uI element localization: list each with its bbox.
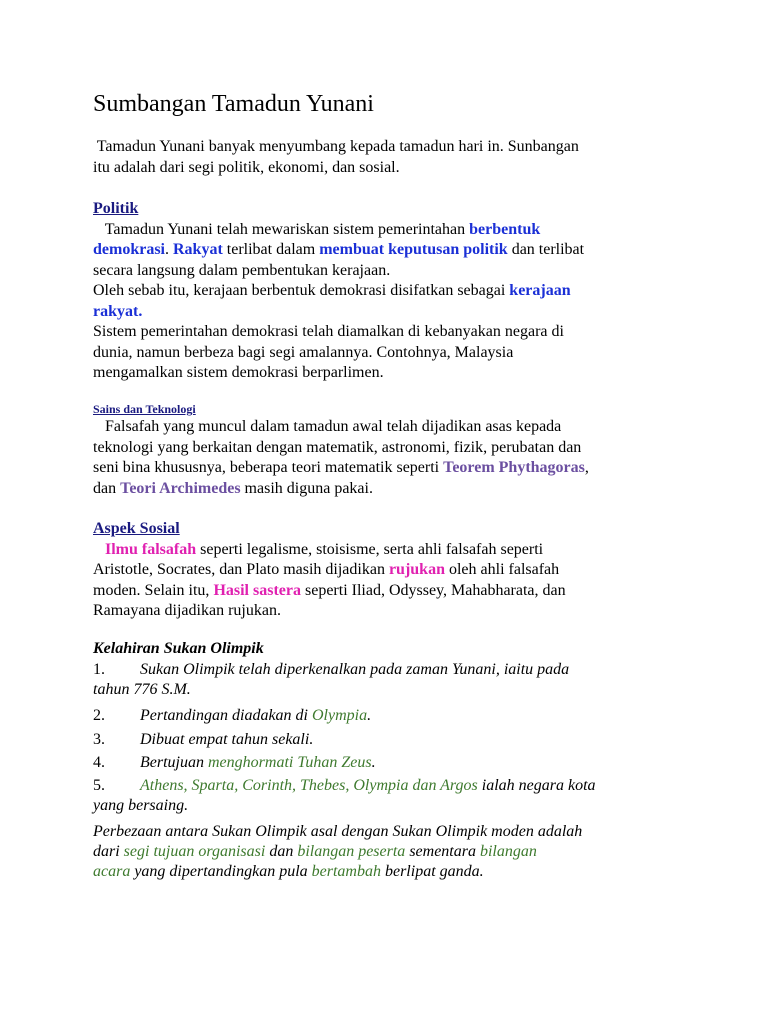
emphasis-text: membuat keputusan politik [319,241,508,258]
item-text: yang bersaing. [93,797,189,814]
closing-paragraph [93,822,693,882]
emphasis-text: bertambah [311,863,381,880]
emphasis-text: menghormati Tuhan Zeus [208,754,372,771]
sains-section [93,401,693,499]
politik-line: dunia, namun berbeza bagi segi amalannya. Contohnya, Malaysia [93,343,514,361]
text-run: sementara [405,843,480,860]
sosial-heading: Aspek Sosial [93,520,180,537]
politik-section [93,199,693,384]
closing-line [93,862,693,882]
item-text: Bertujuan [140,754,208,771]
item-text: . [367,707,372,724]
text-run: seperti Iliad, Odyssey, Mahabharata, dan [300,581,566,599]
text-run: seni bina khususnya, beberapa teori matematik seperti [93,459,444,476]
sosial-line [93,581,693,602]
politik-line [93,240,693,261]
text-run: . [165,241,173,258]
emphasis-text: segi tujuan organisasi [123,843,266,860]
emphasis-text: rujukan [388,561,445,578]
page-title: Sumbangan Tamadun Yunani [93,91,374,117]
text-run: terlibat dalam [222,241,320,258]
text-run: Aristotle, Socrates, dan Plato masih dijadikan [93,561,389,578]
sains-line: teknologi yang berkaitan dengan matematik, astronomi, fizik, perubatan dan [93,438,582,456]
intro-paragraph [93,137,693,178]
item-number: 2. [93,707,105,724]
text-run: masih diguna pakai. [240,479,373,497]
emphasis-text: Teori Archimedes [120,479,241,497]
politik-line: mengamalkan sistem demokrasi berparlimen. [93,364,384,381]
item-text: Dibuat empat tahun sekali. [140,731,314,748]
text-run: dan [265,843,298,860]
emphasis-text: kerajaan [509,282,571,299]
item-number: 4. [93,754,105,771]
emphasis-text: acara [93,863,131,880]
politik-line: secara langsung dalam pembentukan kerajaan. [93,261,391,279]
politik-heading: Politik [93,200,139,217]
item-number: 1. [93,661,105,678]
emphasis-text: rakyat. [93,302,143,320]
item-text: ialah negara kota [477,777,596,794]
list-item [93,660,653,700]
intro-line: itu adalah dari segi politik, ekonomi, dan sosial. [93,158,400,176]
text-run: moden. Selain itu, [93,581,214,599]
emphasis-text: Athens, Sparta, Corinth, Thebes, Olympia dan Argos [140,777,478,794]
politik-line [93,281,693,302]
text-run: dan terlibat [507,241,585,258]
text-run: , [584,459,589,476]
intro-line: Tamadun Yunani banyak menyumbang kepada tamadun hari in. Sunbangan [93,138,579,155]
list-item [93,730,653,750]
emphasis-text: Teorem Phythagoras [443,459,585,476]
text-run: yang dipertandingkan pula [130,863,312,880]
text-run: Oleh sebab itu, kerajaan berbentuk demokrasi disifatkan sebagai [93,282,510,299]
item-number: 5. [93,777,105,794]
list-item [93,753,653,773]
sosial-line: Ramayana dijadikan rujukan. [93,602,281,619]
list-item [93,776,653,816]
item-text: Pertandingan diadakan di [140,707,312,724]
text-run [93,541,105,558]
item-text: tahun 776 S.M. [93,681,191,698]
text-run: berlipat ganda. [380,863,484,880]
politik-line [93,220,693,241]
sains-line [93,458,693,479]
closing-line: Perbezaan antara Sukan Olimpik asal dengan Sukan Olimpik moden adalah [93,823,583,840]
sains-heading: Sains dan Teknologi [93,402,196,416]
text-run: dan [93,479,121,497]
sosial-section [93,519,693,622]
politik-line: Sistem pemerintahan demokrasi telah diamalkan di kebanyakan negara di [93,323,564,340]
emphasis-text: Ilmu falsafah [105,540,197,558]
olimpik-heading: Kelahiran Sukan Olimpik [93,640,264,657]
item-number: 3. [93,731,105,748]
sains-line [93,479,693,500]
politik-line [93,302,693,323]
emphasis-text: Olympia [311,707,368,724]
emphasis-text: berbentuk [469,220,541,238]
sosial-line [93,560,693,581]
item-text: Sukan Olimpik telah diperkenalkan pada zaman Yunani, iaitu pada [140,661,570,678]
closing-line [93,842,693,862]
sosial-line [93,540,693,561]
text-run: oleh ahli falsafah [444,561,560,578]
emphasis-text: Rakyat [173,241,223,258]
list-item [93,706,653,726]
emphasis-text: demokrasi [93,241,165,258]
emphasis-text: bilangan peserta [297,843,406,860]
text-run: Tamadun Yunani telah mewariskan sistem pemerintahan [93,220,470,238]
item-text: . [371,754,376,771]
text-run: seperti legalisme, stoisisme, serta ahli falsafah seperti [196,540,544,558]
emphasis-text: Hasil sastera [213,581,301,599]
emphasis-text: bilangan [479,843,537,860]
sains-line: Falsafah yang muncul dalam tamadun awal telah dijadikan asas kepada [93,418,562,435]
text-run: dari [93,843,124,860]
